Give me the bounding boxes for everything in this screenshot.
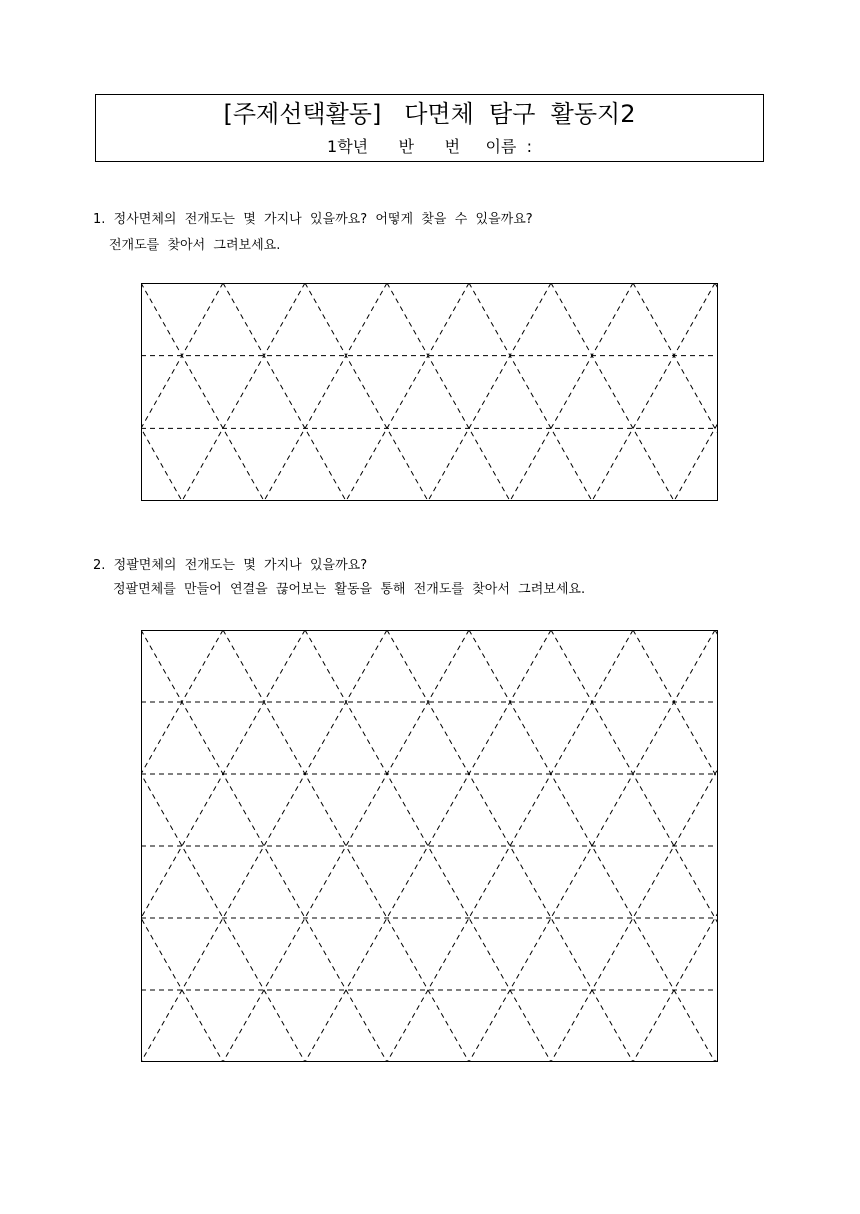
grid-diagonal-line bbox=[59, 283, 182, 501]
grid-diagonal-line bbox=[797, 283, 860, 501]
grid-lines bbox=[0, 630, 860, 1062]
grid-diagonal-line bbox=[469, 283, 592, 501]
worksheet-title: [주제선택활동] 다면체 탐구 활동지2 bbox=[223, 100, 636, 128]
grid-diagonal-line bbox=[387, 283, 510, 501]
grid-lines bbox=[0, 283, 860, 501]
grid-diagonal-line bbox=[715, 630, 860, 1062]
question-1-text: 1. 정사면체의 전개도는 몇 가지나 있을까요? 어떻게 찾을 수 있을까요? bbox=[93, 212, 533, 227]
grid-diagonal-line bbox=[756, 283, 860, 501]
grid-diagonal-line bbox=[510, 283, 633, 501]
grid-diagonal-line bbox=[838, 283, 860, 501]
grid-diagonal-line bbox=[715, 283, 838, 501]
grid-frame bbox=[142, 284, 718, 501]
grid-diagonal-line bbox=[633, 283, 756, 501]
grid-diagonal-line bbox=[0, 630, 59, 1062]
grid-diagonal-line bbox=[428, 283, 551, 501]
question-1-instruction: 전개도를 찾아서 그려보세요. bbox=[109, 238, 281, 253]
grid-diagonal-line bbox=[592, 283, 715, 501]
grid-diagonal-line bbox=[797, 630, 860, 1062]
grid-diagonal-line bbox=[715, 630, 860, 1062]
triangle-grid-1[interactable] bbox=[141, 283, 718, 501]
grid-diagonal-line bbox=[141, 283, 264, 501]
worksheet-header bbox=[95, 94, 764, 162]
grid-diagonal-line bbox=[551, 283, 674, 501]
grid-diagonal-line bbox=[0, 630, 141, 1062]
grid-diagonal-line bbox=[346, 283, 469, 501]
grid-diagonal-line bbox=[223, 283, 346, 501]
question-2-text: 2. 정팔면체의 전개도는 몇 가지나 있을까요? bbox=[93, 558, 368, 573]
grid-diagonal-line bbox=[264, 283, 387, 501]
grid-diagonal-line bbox=[674, 283, 797, 501]
question-2-instruction: 정팔면체를 만들어 연결을 끊어보는 활동을 통해 전개도를 찾아서 그려보세요. bbox=[113, 582, 586, 597]
grid-diagonal-line bbox=[100, 283, 223, 501]
student-info-line: 1학년 반 번 이름 : bbox=[327, 137, 532, 156]
triangle-grid-2[interactable] bbox=[141, 630, 718, 1062]
grid-diagonal-line bbox=[0, 283, 100, 501]
grid-diagonal-line bbox=[0, 283, 59, 501]
grid-diagonal-line bbox=[18, 283, 141, 501]
grid-diagonal-line bbox=[305, 283, 428, 501]
grid-diagonal-line bbox=[0, 630, 59, 1062]
grid-diagonal-line bbox=[797, 630, 860, 1062]
grid-diagonal-line bbox=[182, 283, 305, 501]
grid-diagonal-line bbox=[0, 630, 141, 1062]
grid-diagonal-line bbox=[0, 283, 18, 501]
